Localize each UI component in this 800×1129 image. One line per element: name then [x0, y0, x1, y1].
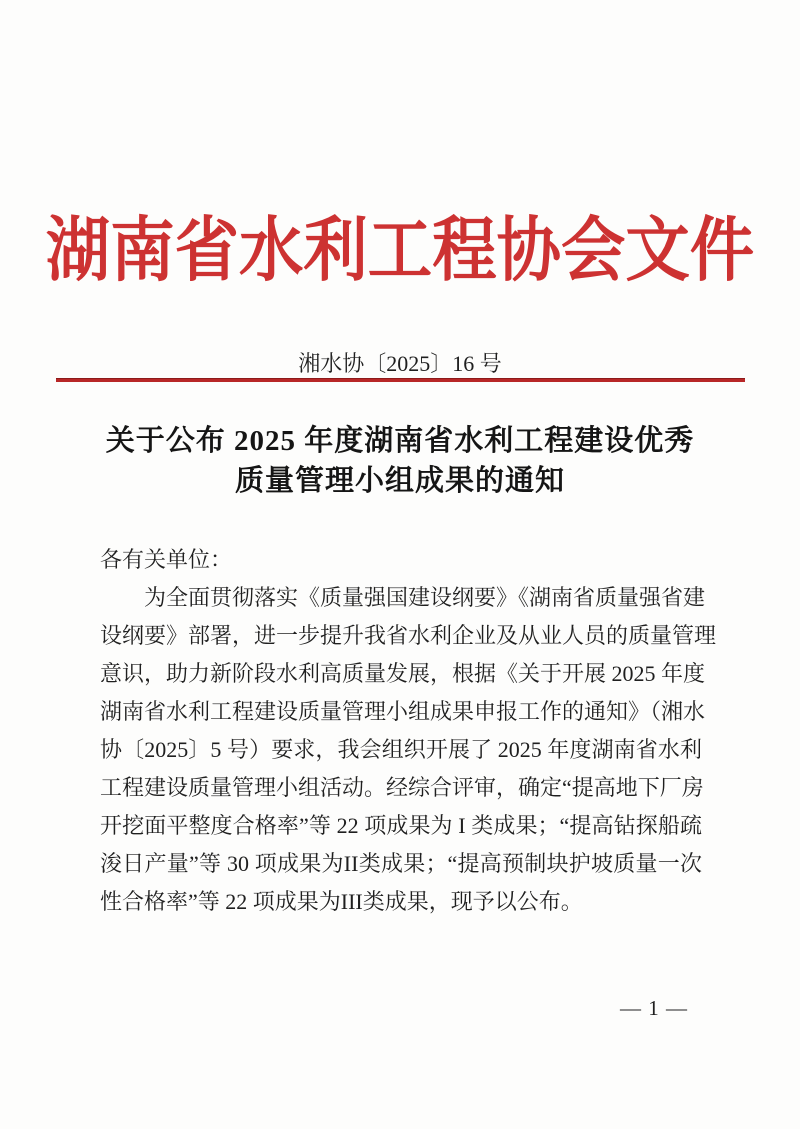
document-title — [0, 421, 800, 501]
document-reference-number: 湘水协〔2025〕16 号 — [298, 351, 502, 376]
body-line: 湖南省水利工程建设质量管理小组成果申报工作的通知》（湘水 — [100, 699, 706, 724]
body-line: 意识，助力新阶段水利高质量发展，根据《关于开展 2025 年度 — [100, 661, 706, 686]
red-divider-rule — [56, 378, 745, 382]
body-line: 浚日产量”等 30 项成果为II类成果；“提高预制块护坡质量一次 — [100, 851, 702, 876]
page-number: — 1 — — [620, 996, 688, 1020]
body-line: 协〔2025〕5 号）要求，我会组织开展了 2025 年度湖南省水利 — [100, 737, 702, 762]
letterhead-org-title: 湖南省水利工程协会文件 — [45, 213, 755, 290]
body-line: 设纲要》部署，进一步提升我省水利企业及从业人员的质量管理 — [100, 623, 717, 648]
document-title-line1: 关于公布 2025 年度湖南省水利工程建设优秀 — [105, 425, 695, 457]
body-line: 为全面贯彻落实《质量强国建设纲要》《湖南省质量强省建 — [144, 585, 706, 610]
salutation: 各有关单位： — [100, 547, 233, 572]
document-title-line2: 质量管理小组成果的通知 — [234, 465, 565, 497]
body-line: 工程建设质量管理小组活动。经综合评审，确定“提高地下厂房 — [100, 775, 704, 800]
body-paragraph — [100, 579, 717, 921]
body-line: 开挖面平整度合格率”等 22 项成果为 I 类成果；“提高钻探船疏 — [100, 813, 702, 838]
body-line: 性合格率”等 22 项成果为III类成果，现予以公布。 — [100, 889, 583, 914]
